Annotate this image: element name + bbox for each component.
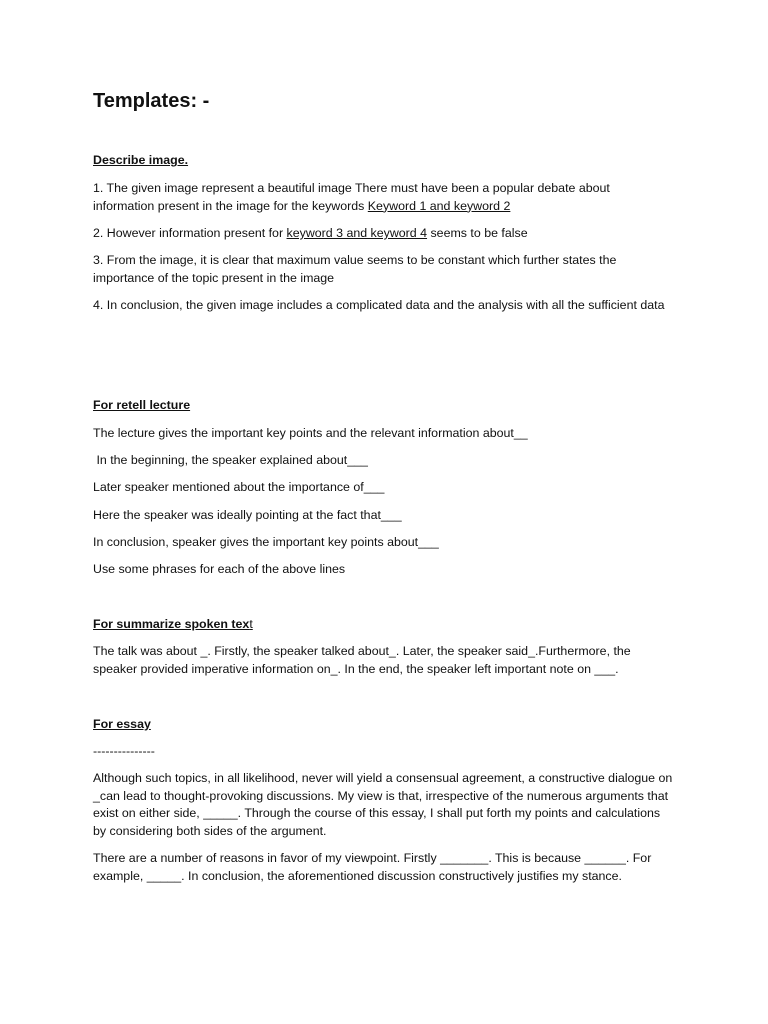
summarize-heading-main: For summarize spoken tex xyxy=(93,617,250,631)
describe-image-heading: Describe image. xyxy=(93,153,189,167)
summarize-heading-tail: t xyxy=(249,617,253,631)
summarize-spoken-text-heading xyxy=(93,616,673,634)
describe-paragraph-4: 4. In conclusion, the given image includes a complicated data and the analysis with all the sufficient data xyxy=(93,298,665,312)
describe-paragraph-2-prefix: 2. However information present for xyxy=(93,226,287,240)
retell-line-2: In the beginning, the speaker explained about___ xyxy=(93,453,368,467)
retell-lecture-heading: For retell lecture xyxy=(93,398,191,412)
retell-line-5: In conclusion, speaker gives the important key points about___ xyxy=(93,535,439,549)
retell-line-6: Use some phrases for each of the above lines xyxy=(93,562,346,576)
describe-paragraph-2-suffix: seems to be false xyxy=(427,226,528,240)
describe-paragraph-1-text: 1. The given image represent a beautiful image There must have been a popular debate about information present in the image for the keywords xyxy=(93,181,610,213)
retell-line-3: Later speaker mentioned about the importance of___ xyxy=(93,480,385,494)
describe-keywords-3-4: keyword 3 and keyword 4 xyxy=(286,226,428,240)
essay-paragraph-1: Although such topics, in all likelihood, never will yield a consensual agreement, a constructive dialogue on _can lead to thought-provoking discussions. My view is that, irrespective of the numerous arguments that exist on either side, _____. Through the course of this essay, I shall put forth my points and calculations by considering both sides of the argument. xyxy=(93,771,673,838)
describe-keywords-1-2: Keyword 1 and keyword 2 xyxy=(367,198,511,213)
essay-heading: For essay xyxy=(93,717,151,731)
essay-separator: --------------- xyxy=(93,744,155,758)
page-title: Templates: - xyxy=(93,90,210,112)
describe-paragraph-3: 3. From the image, it is clear that maximum value seems to be constant which further states the importance of the topic present in the image xyxy=(93,253,617,285)
retell-line-4: Here the speaker was ideally pointing at the fact that___ xyxy=(93,508,402,522)
retell-line-1: The lecture gives the important key points and the relevant information about__ xyxy=(93,426,528,440)
summarize-paragraph: The talk was about _. Firstly, the speaker talked about_. Later, the speaker said_.Furthermore, the speaker provided imperative information on_. In the end, the speaker left important note on ___. xyxy=(93,644,631,676)
describe-paragraph-1 xyxy=(93,180,673,215)
essay-paragraph-2: There are a number of reasons in favor of my viewpoint. Firstly _______. This is because ______. For example, _____. In conclusion, the aforementioned discussion constructively justifies my stance. xyxy=(93,851,652,883)
describe-paragraph-2 xyxy=(93,225,673,243)
